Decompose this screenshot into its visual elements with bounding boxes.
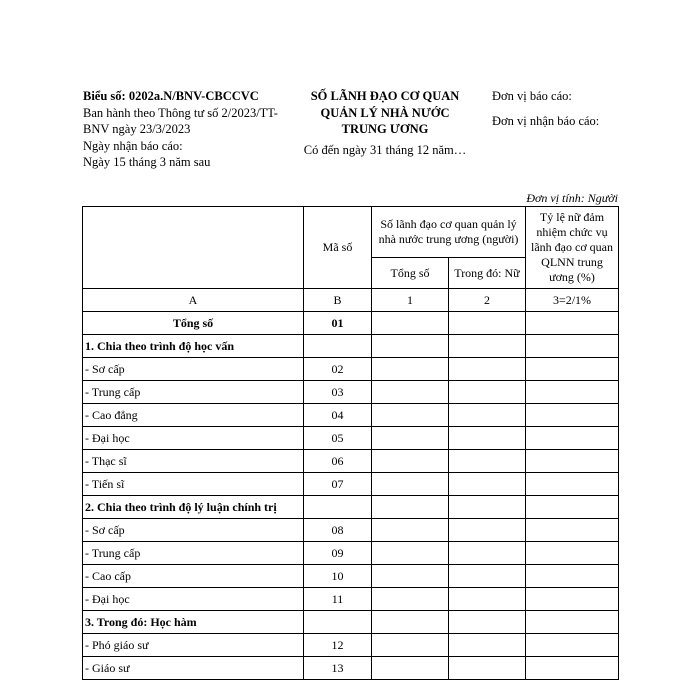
row-label: - Cao đẳng — [83, 404, 304, 427]
table-row — [83, 335, 619, 358]
cell-female[interactable] — [449, 496, 526, 519]
cell-ratio[interactable] — [526, 427, 619, 450]
cell-female[interactable] — [449, 473, 526, 496]
cell-female[interactable] — [449, 358, 526, 381]
row-code: 09 — [304, 542, 372, 565]
row-code: 04 — [304, 404, 372, 427]
table-row — [83, 519, 619, 542]
header-ratio: Tỷ lệ nữ đảm nhiệm chức vụ lãnh đạo cơ quan QLNN trung ương (%) — [526, 207, 619, 289]
row-code: 11 — [304, 588, 372, 611]
cell-total[interactable] — [372, 496, 449, 519]
row-code: 07 — [304, 473, 372, 496]
cell-ratio[interactable] — [526, 450, 619, 473]
cell-total[interactable] — [372, 335, 449, 358]
cell-ratio[interactable] — [526, 588, 619, 611]
cell-female[interactable] — [449, 335, 526, 358]
cell-female[interactable] — [449, 611, 526, 634]
table-row — [83, 588, 619, 611]
receive-date: Ngày 15 tháng 3 năm sau — [83, 155, 211, 169]
row-code — [304, 496, 372, 519]
cell-female[interactable] — [449, 450, 526, 473]
table-row — [83, 312, 619, 335]
table-row — [83, 473, 619, 496]
header-code: Mã số — [304, 207, 372, 289]
row-label: - Tiến sĩ — [83, 473, 304, 496]
unit-label: Đơn vị tính: Người — [526, 191, 618, 205]
index-2: 2 — [449, 289, 526, 312]
cell-female[interactable] — [449, 565, 526, 588]
cell-total[interactable] — [372, 657, 449, 680]
row-label: - Sơ cấp — [83, 358, 304, 381]
row-code: 01 — [304, 312, 372, 335]
table-row — [83, 634, 619, 657]
title-line-1: SỐ LÃNH ĐẠO CƠ QUAN — [310, 89, 460, 103]
index-a: A — [83, 289, 304, 312]
cell-ratio[interactable] — [526, 381, 619, 404]
table-row — [83, 358, 619, 381]
row-code: 13 — [304, 657, 372, 680]
row-code: 02 — [304, 358, 372, 381]
row-label: - Đại học — [83, 588, 304, 611]
row-label: 1. Chia theo trình độ học vấn — [83, 335, 304, 358]
row-label: - Phó giáo sư — [83, 634, 304, 657]
table-row — [83, 404, 619, 427]
cell-ratio[interactable] — [526, 657, 619, 680]
row-code: 08 — [304, 519, 372, 542]
row-label: - Đại học — [83, 427, 304, 450]
report-table — [82, 206, 619, 680]
receiving-unit: Đơn vị nhận báo cáo: — [492, 113, 600, 128]
reporting-unit: Đơn vị báo cáo: — [492, 89, 572, 103]
title-line-2: QUẢN LÝ NHÀ NƯỚC — [320, 105, 450, 120]
cell-ratio[interactable] — [526, 634, 619, 657]
cell-ratio[interactable] — [526, 611, 619, 634]
cell-female[interactable] — [449, 427, 526, 450]
cell-female[interactable] — [449, 312, 526, 335]
table-row — [83, 381, 619, 404]
index-3: 3=2/1% — [526, 289, 619, 312]
cell-total[interactable] — [372, 634, 449, 657]
row-code: 05 — [304, 427, 372, 450]
cell-ratio[interactable] — [526, 473, 619, 496]
cell-total[interactable] — [372, 450, 449, 473]
cell-ratio[interactable] — [526, 358, 619, 381]
table-row — [83, 496, 619, 519]
cell-ratio[interactable] — [526, 335, 619, 358]
cell-total[interactable] — [372, 519, 449, 542]
cell-total[interactable] — [372, 542, 449, 565]
cell-total[interactable] — [372, 588, 449, 611]
cell-total[interactable] — [372, 565, 449, 588]
receive-label: Ngày nhận báo cáo: — [83, 138, 183, 153]
row-code: 06 — [304, 450, 372, 473]
header-blank — [83, 207, 304, 289]
row-label: 2. Chia theo trình độ lý luận chính trị — [83, 496, 304, 519]
table-row — [83, 565, 619, 588]
table-row — [83, 542, 619, 565]
cell-ratio[interactable] — [526, 312, 619, 335]
row-label: Tổng số — [83, 312, 304, 335]
cell-total[interactable] — [372, 427, 449, 450]
row-label: - Cao cấp — [83, 565, 304, 588]
row-label: - Sơ cấp — [83, 519, 304, 542]
title-line-3: TRUNG ƯƠNG — [341, 122, 429, 136]
row-label: - Trung cấp — [83, 542, 304, 565]
cell-total[interactable] — [372, 381, 449, 404]
cell-ratio[interactable] — [526, 565, 619, 588]
report-date: Có đến ngày 31 tháng 12 năm… — [303, 142, 467, 157]
cell-total[interactable] — [372, 611, 449, 634]
header-female: Trong đó: Nữ — [449, 258, 526, 289]
cell-female[interactable] — [449, 381, 526, 404]
header-total: Tổng số — [372, 258, 449, 289]
row-code — [304, 611, 372, 634]
table-row — [83, 450, 619, 473]
cell-female[interactable] — [449, 542, 526, 565]
unit-block — [492, 88, 692, 129]
cell-female[interactable] — [449, 588, 526, 611]
cell-total[interactable] — [372, 473, 449, 496]
cell-total[interactable] — [372, 358, 449, 381]
form-info — [83, 88, 283, 171]
table-row — [83, 657, 619, 680]
issued-by: Ban hành theo Thông tư số 2/2023/TT-BNV ngày 23/3/2023 — [83, 105, 278, 136]
index-b: B — [304, 289, 372, 312]
row-label: 3. Trong đó: Học hàm — [83, 611, 304, 634]
table-row — [83, 427, 619, 450]
cell-female[interactable] — [449, 634, 526, 657]
row-label: - Trung cấp — [83, 381, 304, 404]
header-group: Số lãnh đạo cơ quan quản lý nhà nước trung ương (người) — [372, 207, 526, 258]
row-label: - Giáo sư — [83, 657, 304, 680]
table-row — [83, 611, 619, 634]
row-code: 03 — [304, 381, 372, 404]
cell-female[interactable] — [449, 657, 526, 680]
row-code: 12 — [304, 634, 372, 657]
cell-ratio[interactable] — [526, 496, 619, 519]
form-code: Biểu số: 0202a.N/BNV-CBCCVC — [83, 89, 259, 103]
cell-total[interactable] — [372, 404, 449, 427]
cell-total[interactable] — [372, 312, 449, 335]
cell-ratio[interactable] — [526, 404, 619, 427]
row-code — [304, 335, 372, 358]
cell-female[interactable] — [449, 404, 526, 427]
row-code: 10 — [304, 565, 372, 588]
row-label: - Thạc sĩ — [83, 450, 304, 473]
cell-ratio[interactable] — [526, 542, 619, 565]
cell-female[interactable] — [449, 519, 526, 542]
report-title-block — [290, 88, 480, 158]
index-1: 1 — [372, 289, 449, 312]
cell-ratio[interactable] — [526, 519, 619, 542]
